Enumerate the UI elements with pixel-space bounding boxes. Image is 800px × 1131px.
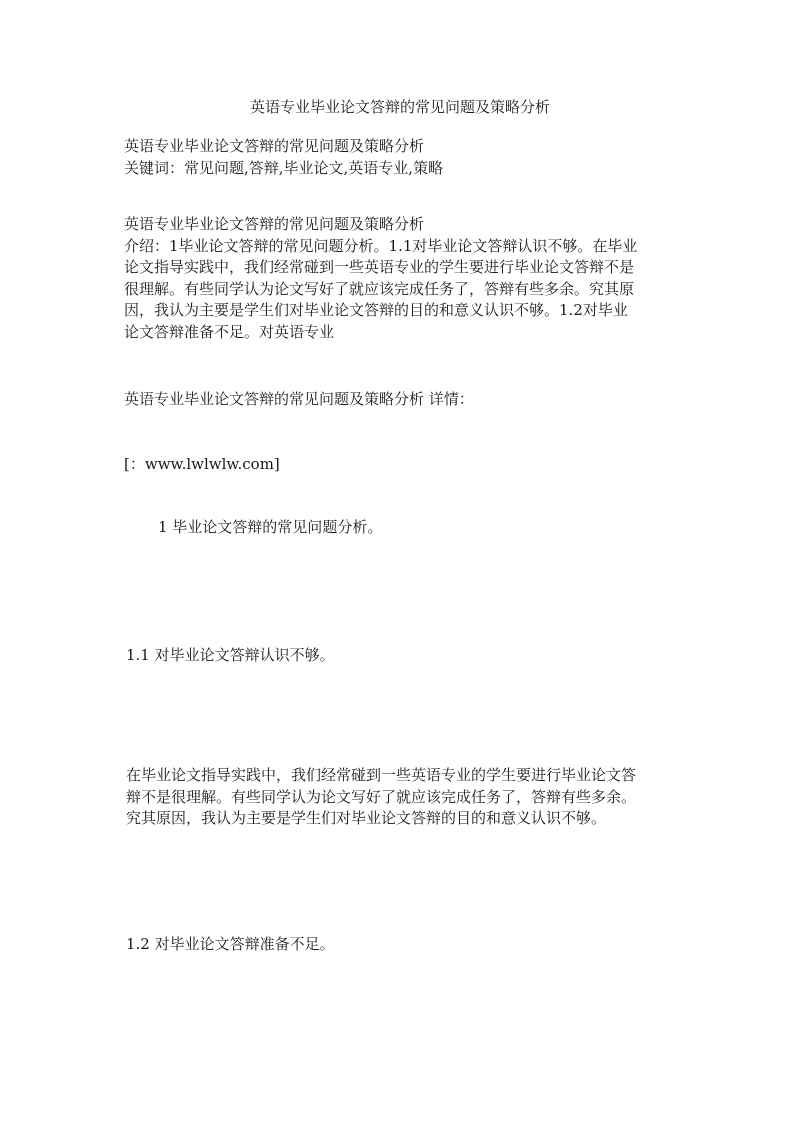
- section-1-heading: 1 毕业论文答辩的常见问题分析。: [158, 518, 383, 536]
- body-line: 究其原因，我认为主要是学生们对毕业论文答辩的目的和意义认识不够。: [126, 809, 607, 827]
- details-label: 英语专业毕业论文答辩的常见问题及策略分析 详情：: [124, 390, 474, 408]
- section-1-2-heading: 1.2 对毕业论文答辩准备不足。: [126, 935, 335, 953]
- subtitle: 英语专业毕业论文答辩的常见问题及策略分析: [124, 137, 425, 155]
- body-line: 辩不是很理解。有些同学认为论文写好了就应该完成任务了，答辩有些多余。: [126, 787, 637, 806]
- document-title: 英语专业毕业论文答辩的常见问题及策略分析: [249, 98, 550, 116]
- intro-line: 论文答辩准备不足。对英语专业: [124, 322, 335, 341]
- header-block: [124, 136, 684, 179]
- intro-line: 论文指导实践中，我们经常碰到一些英语专业的学生要进行毕业论文答辩不是: [124, 258, 635, 276]
- intro-block: [124, 214, 684, 343]
- intro-heading: 英语专业毕业论文答辩的常见问题及策略分析: [124, 215, 425, 233]
- section-1-1-body: [126, 765, 686, 830]
- body-line: 在毕业论文指导实践中，我们经常碰到一些英语专业的学生要进行毕业论文答: [126, 766, 637, 784]
- source-link[interactable]: [：www.lwlwlw.com]: [124, 455, 280, 473]
- section-1-1-heading: 1.1 对毕业论文答辩认识不够。: [126, 646, 335, 664]
- intro-line: 因，我认为主要是学生们对毕业论文答辩的目的和意义认识不够。1.2对毕业: [124, 301, 628, 319]
- intro-line: 介绍：1毕业论文答辩的常见问题分析。1.1对毕业论文答辩认识不够。在毕业: [124, 236, 638, 255]
- keywords-line: 关键词：常见问题,答辩,毕业论文,英语专业,策略: [124, 158, 444, 177]
- intro-line: 很理解。有些同学认为论文写好了就应该完成任务了，答辩有些多余。究其原: [124, 279, 635, 298]
